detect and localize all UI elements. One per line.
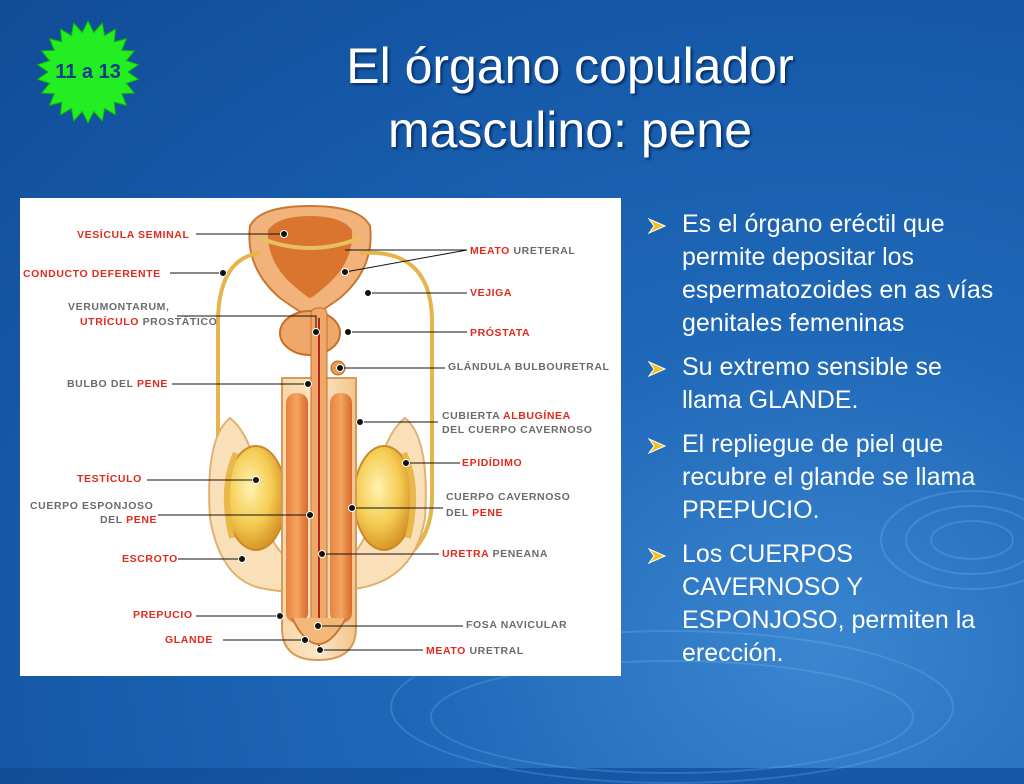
bullet-item xyxy=(648,351,998,417)
badge-label: 11 a 13 xyxy=(55,60,121,83)
figure-label: PREPUCIO xyxy=(133,609,193,621)
bullet-text: Su extremo sensible se llama GLANDE. xyxy=(682,353,942,414)
figure-label: PRÓSTATA xyxy=(470,327,531,339)
figure-label: CUERPO ESPONJOSO xyxy=(30,500,154,512)
title-line-1: El órgano copulador xyxy=(346,38,794,94)
slide-title xyxy=(220,34,920,162)
bullet-item xyxy=(648,428,998,527)
leader-dot xyxy=(277,613,284,620)
figure-label: BULBO DEL PENE xyxy=(67,378,168,390)
arrow-bullet-icon xyxy=(648,361,666,377)
figure-label: UTRÍCULO PROSTÁTICO xyxy=(80,316,218,328)
penis-drawing xyxy=(282,308,356,660)
figure-label: DEL PENE xyxy=(446,507,504,519)
leader-dot xyxy=(337,365,344,372)
arrow-bullet-icon xyxy=(648,438,666,454)
leader-dot xyxy=(305,381,312,388)
figure-label: VESÍCULA SEMINAL xyxy=(77,229,190,241)
figure-label: GLANDE xyxy=(165,634,213,646)
bladder-drawing xyxy=(249,206,370,316)
bullet-list xyxy=(648,208,998,681)
leader-dot xyxy=(342,269,349,276)
title-line-2: masculino: pene xyxy=(387,102,753,158)
arrow-bullet-icon xyxy=(648,218,666,234)
figure-label: CONDUCTO DEFERENTE xyxy=(23,268,161,280)
leader-dot xyxy=(253,477,260,484)
right-label-group xyxy=(426,245,610,657)
arrow-bullet-icon xyxy=(648,548,666,564)
figure-label: MEATO URETRAL xyxy=(426,645,524,657)
leader-dot xyxy=(239,556,246,563)
bullet-text: Los CUERPOS CAVERNOSO Y ESPONJOSO, permiten la erección. xyxy=(682,540,976,667)
figure-label: DEL CUERPO CAVERNOSO xyxy=(442,424,593,436)
leader-dot xyxy=(313,329,320,336)
leader-dot xyxy=(319,551,326,558)
leader-dot xyxy=(302,637,309,644)
figure-label: GLÁNDULA BULBOURETRAL xyxy=(448,361,610,373)
figure-label: URETRA PENEANA xyxy=(442,548,549,560)
leader-dot xyxy=(403,460,410,467)
bullet-item xyxy=(648,208,998,340)
left-label-group xyxy=(23,228,217,646)
leader-dot xyxy=(315,623,322,630)
figure-label: FOSA NAVICULAR xyxy=(466,619,568,631)
leader-dot xyxy=(317,647,324,654)
figure-label: DEL PENE xyxy=(100,514,158,526)
figure-label: VERUMONTARUM, xyxy=(68,301,170,313)
leader-dot xyxy=(345,329,352,336)
figure-label: VEJIGA xyxy=(470,287,513,299)
bullet-text: Es el órgano eréctil que permite depositar los espermatozoides en as vías genitales femeninas xyxy=(682,210,994,337)
prostate-drawing xyxy=(280,311,340,355)
leader-dot xyxy=(220,270,227,277)
anatomy-illustration xyxy=(20,198,621,676)
leader-dot xyxy=(281,231,288,238)
figure-label: TESTÍCULO xyxy=(77,473,142,485)
figure-label: EPIDÍDIMO xyxy=(462,457,523,469)
anatomy-figure xyxy=(20,198,621,676)
bullet-item xyxy=(648,538,998,670)
bullet-text: El repliegue de piel que recubre el glande se llama PREPUCIO. xyxy=(682,430,976,524)
leader-dot xyxy=(307,512,314,519)
leader-dot xyxy=(357,419,364,426)
leader-dot xyxy=(365,290,372,297)
leader-dot xyxy=(349,505,356,512)
figure-label: MEATO URETERAL xyxy=(470,245,576,257)
figure-label: CUERPO CAVERNOSO xyxy=(446,491,571,503)
figure-label: ESCROTO xyxy=(122,553,178,565)
figure-label: CUBIERTA ALBUGÍNEA xyxy=(442,410,571,422)
